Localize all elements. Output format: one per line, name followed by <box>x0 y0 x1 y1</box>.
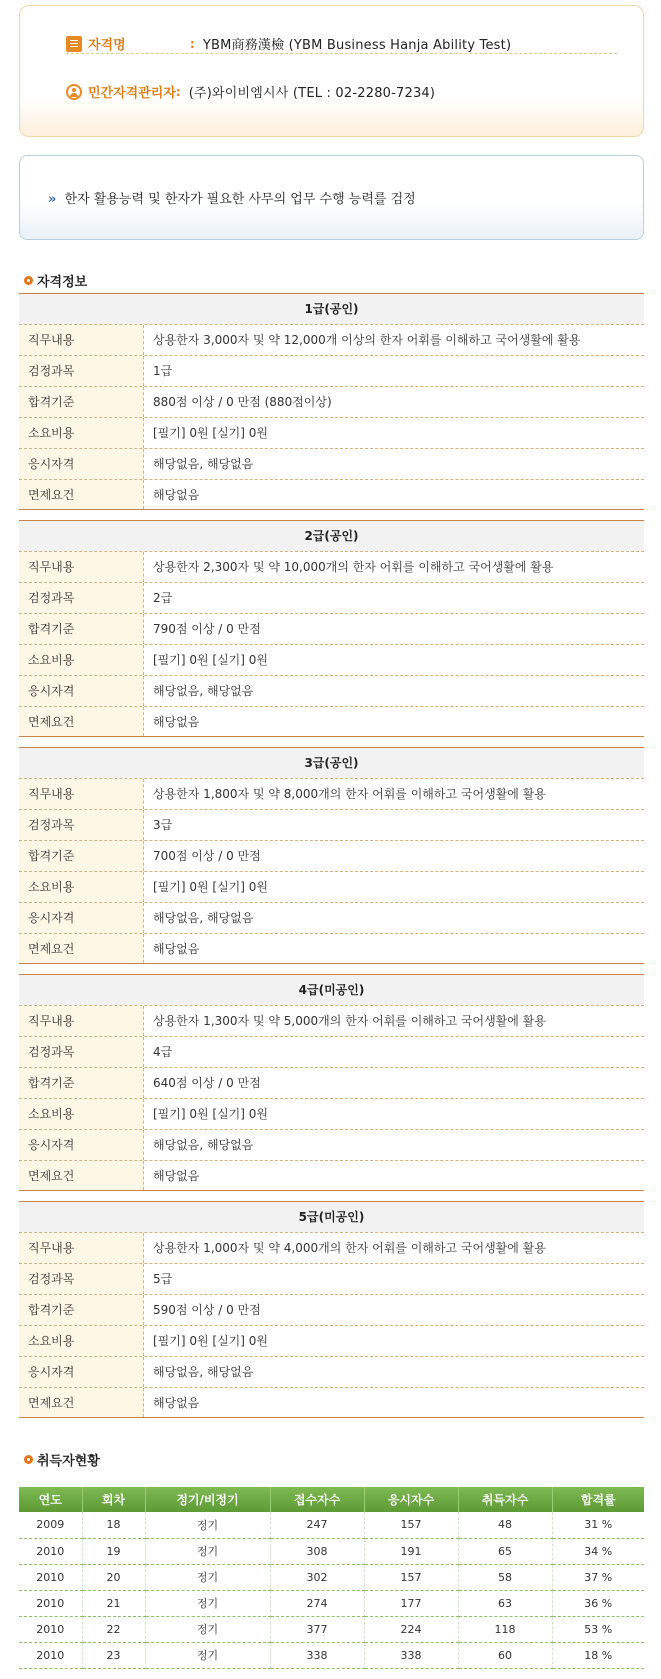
grade-row <box>19 582 644 613</box>
stats-cell: 36 % <box>552 1590 644 1616</box>
stats-cell: 191 <box>364 1538 458 1564</box>
qualification-name-row <box>66 34 511 53</box>
grade-row-label: 검정과목 <box>19 1037 144 1067</box>
grade-row-value: 640점 이상 / 0 만점 <box>153 1076 261 1090</box>
stats-cell: 18 % <box>552 1642 644 1668</box>
stats-cell: 2010 <box>19 1590 82 1616</box>
grade-row-label: 면제요건 <box>19 1388 144 1417</box>
qualification-manager-label: 민간자격관리자 <box>88 86 176 101</box>
colon: : <box>190 36 195 51</box>
stats-cell: 338 <box>364 1642 458 1668</box>
qualification-manager-row <box>66 82 435 101</box>
grade-title: 4급(미공인) <box>19 974 644 1005</box>
stats-cell: 63 <box>458 1590 552 1616</box>
grade-row-label: 합격기준 <box>19 841 144 871</box>
grade-table <box>19 293 644 510</box>
stats-cell: 377 <box>270 1616 364 1642</box>
stats-cell: 정기 <box>145 1538 270 1564</box>
stats-cell: 23 <box>82 1642 145 1668</box>
grade-row <box>19 448 644 479</box>
grade-row <box>19 1067 644 1098</box>
grade-row-value: [필기] 0원 [실기] 0원 <box>153 1107 268 1121</box>
stats-row <box>19 1616 644 1642</box>
grade-row-label: 응시자격 <box>19 1357 144 1387</box>
info-section-title-text: 자격정보 <box>37 275 88 290</box>
grade-row <box>19 1356 644 1387</box>
stats-cell: 302 <box>270 1564 364 1590</box>
stats-cell: 정기 <box>145 1616 270 1642</box>
grade-row-label: 응시자격 <box>19 903 144 933</box>
grade-row-label: 면제요건 <box>19 707 144 736</box>
grade-row-label: 합격기준 <box>19 387 144 417</box>
stats-cell: 2010 <box>19 1538 82 1564</box>
grade-row <box>19 1325 644 1356</box>
grade-row <box>19 355 644 386</box>
document-icon <box>66 36 82 52</box>
grade-row <box>19 1129 644 1160</box>
grade-row-label: 직무내용 <box>19 1006 144 1036</box>
stats-cell: 37 % <box>552 1564 644 1590</box>
grade-row <box>19 1387 644 1418</box>
grade-row <box>19 933 644 964</box>
grade-row-label: 면제요건 <box>19 1161 144 1190</box>
description-text: 한자 활용능력 및 한자가 필요한 사무의 업무 수행 능력를 검정 <box>64 192 416 207</box>
grade-row <box>19 644 644 675</box>
grade-row-value: 상용한자 1,000자 및 약 4,000개의 한자 어휘를 이해하고 국어생활에 활용 <box>153 1241 546 1255</box>
stats-cell: 157 <box>364 1512 458 1538</box>
grade-row-label: 소요비용 <box>19 645 144 675</box>
stats-cell: 31 % <box>552 1512 644 1538</box>
grade-row <box>19 386 644 417</box>
stats-header-cell: 취득자수 <box>458 1487 552 1512</box>
grade-row-value: [필기] 0원 [실기] 0원 <box>153 880 268 894</box>
grade-row <box>19 1232 644 1263</box>
grade-row-value: 3급 <box>153 818 173 832</box>
stats-header-cell: 합격률 <box>552 1487 644 1512</box>
grade-row-label: 검정과목 <box>19 356 144 386</box>
stats-cell: 18 <box>82 1512 145 1538</box>
grade-row-value: 해당없음, 해당없음 <box>153 1138 254 1152</box>
grade-row-value: [필기] 0원 [실기] 0원 <box>153 653 268 667</box>
stats-header-cell: 응시자수 <box>364 1487 458 1512</box>
grade-row-value: 해당없음 <box>153 715 200 729</box>
stats-cell: 22 <box>82 1616 145 1642</box>
stats-cell: 2010 <box>19 1642 82 1668</box>
grade-row <box>19 675 644 706</box>
stats-row <box>19 1538 644 1564</box>
grade-row <box>19 479 644 510</box>
grade-row-value: [필기] 0원 [실기] 0원 <box>153 1334 268 1348</box>
grade-row-value: 880점 이상 / 0 만점 (880점이상) <box>153 395 332 409</box>
grade-row-label: 소요비용 <box>19 1326 144 1356</box>
grade-row-value: 해당없음, 해당없음 <box>153 684 254 698</box>
grade-row-label: 합격기준 <box>19 614 144 644</box>
stats-cell: 58 <box>458 1564 552 1590</box>
stats-cell: 274 <box>270 1590 364 1616</box>
grade-row-label: 소요비용 <box>19 872 144 902</box>
bullet-icon <box>24 276 33 285</box>
grade-row-label: 직무내용 <box>19 552 144 582</box>
grade-row <box>19 902 644 933</box>
grade-row <box>19 1005 644 1036</box>
grade-title: 5급(미공인) <box>19 1201 644 1232</box>
stats-cell: 65 <box>458 1538 552 1564</box>
stats-cell: 20 <box>82 1564 145 1590</box>
bullet-icon <box>24 1455 33 1464</box>
stats-cell: 177 <box>364 1590 458 1616</box>
grade-title: 3급(공인) <box>19 747 644 778</box>
grade-row-label: 검정과목 <box>19 810 144 840</box>
stats-cell: 338 <box>270 1642 364 1668</box>
stats-cell: 2010 <box>19 1564 82 1590</box>
grade-row <box>19 324 644 355</box>
stats-cell: 정기 <box>145 1590 270 1616</box>
qualification-name-value: YBM商務漢檢 (YBM Business Hanja Ability Test) <box>202 38 512 53</box>
grade-row <box>19 613 644 644</box>
stats-cell: 224 <box>364 1616 458 1642</box>
stats-cell: 21 <box>82 1590 145 1616</box>
stats-cell: 34 % <box>552 1538 644 1564</box>
grade-row-value: 상용한자 2,300자 및 약 10,000개의 한자 어휘를 이해하고 국어생활에 활용 <box>153 560 554 574</box>
grade-row-value: 5급 <box>153 1272 173 1286</box>
grade-table <box>19 747 644 964</box>
grade-row <box>19 809 644 840</box>
stats-row <box>19 1512 644 1538</box>
grade-row <box>19 1098 644 1129</box>
grade-row-label: 직무내용 <box>19 779 144 809</box>
dotted-divider <box>66 53 617 54</box>
stats-table <box>19 1487 644 1669</box>
stats-cell: 157 <box>364 1564 458 1590</box>
stats-cell: 60 <box>458 1642 552 1668</box>
stats-cell: 정기 <box>145 1512 270 1538</box>
grade-row-label: 응시자격 <box>19 676 144 706</box>
grade-row <box>19 706 644 737</box>
stats-section-title <box>24 1450 100 1469</box>
stats-cell: 2010 <box>19 1616 82 1642</box>
stats-cell: 308 <box>270 1538 364 1564</box>
grade-row <box>19 417 644 448</box>
grade-row-value: 해당없음 <box>153 942 200 956</box>
grade-row-value: 4급 <box>153 1045 173 1059</box>
grade-row <box>19 1160 644 1191</box>
stats-cell: 2009 <box>19 1512 82 1538</box>
grade-table <box>19 520 644 737</box>
qualification-name-label: 자격명 <box>88 38 126 53</box>
colon: : <box>175 84 181 99</box>
info-section-title <box>24 271 87 290</box>
grade-row <box>19 840 644 871</box>
qualification-manager-value: (주)와이비엠시사 (TEL : 02-2280-7234) <box>188 86 436 101</box>
grade-row-label: 검정과목 <box>19 1264 144 1294</box>
grade-row <box>19 1036 644 1067</box>
grade-row-value: 2급 <box>153 591 173 605</box>
grade-row <box>19 551 644 582</box>
person-icon <box>66 84 82 100</box>
stats-row <box>19 1642 644 1668</box>
grade-row-value: 해당없음, 해당없음 <box>153 1365 254 1379</box>
grade-row-label: 소요비용 <box>19 1099 144 1129</box>
grade-row-label: 직무내용 <box>19 325 144 355</box>
qualification-info-card <box>19 5 644 137</box>
grade-row-label: 응시자격 <box>19 449 144 479</box>
stats-cell: 118 <box>458 1616 552 1642</box>
grade-row-value: 590점 이상 / 0 만점 <box>153 1303 261 1317</box>
description-card <box>19 155 644 240</box>
grade-row-value: 1급 <box>153 364 173 378</box>
grade-table <box>19 974 644 1191</box>
grade-row-label: 합격기준 <box>19 1295 144 1325</box>
grade-row-value: 상용한자 1,300자 및 약 5,000개의 한자 어휘를 이해하고 국어생활에 활용 <box>153 1014 546 1028</box>
grade-row <box>19 778 644 809</box>
stats-cell: 247 <box>270 1512 364 1538</box>
grade-row-value: 상용한자 3,000자 및 약 12,000개 이상의 한자 어휘를 이해하고 국어생활에 활용 <box>153 333 581 347</box>
stats-row <box>19 1564 644 1590</box>
grade-row <box>19 1294 644 1325</box>
grade-row-value: [필기] 0원 [실기] 0원 <box>153 426 268 440</box>
grade-row-label: 검정과목 <box>19 583 144 613</box>
stats-header-cell: 연도 <box>19 1487 82 1512</box>
grade-table <box>19 1201 644 1418</box>
grade-row-value: 700점 이상 / 0 만점 <box>153 849 261 863</box>
stats-row <box>19 1590 644 1616</box>
grade-title: 1급(공인) <box>19 293 644 324</box>
stats-cell: 48 <box>458 1512 552 1538</box>
stats-section-title-text: 취득자현황 <box>37 1454 100 1469</box>
stats-cell: 53 % <box>552 1616 644 1642</box>
stats-cell: 정기 <box>145 1642 270 1668</box>
stats-header-cell: 정기/비정기 <box>145 1487 270 1512</box>
stats-cell: 정기 <box>145 1564 270 1590</box>
description <box>48 188 416 207</box>
grade-row-label: 면제요건 <box>19 480 144 509</box>
grade-row-label: 합격기준 <box>19 1068 144 1098</box>
raquo-icon: » <box>48 192 57 207</box>
grade-title: 2급(공인) <box>19 520 644 551</box>
grade-row-label: 직무내용 <box>19 1233 144 1263</box>
stats-header-row <box>19 1487 644 1512</box>
grade-row <box>19 871 644 902</box>
stats-cell: 19 <box>82 1538 145 1564</box>
stats-header-cell: 회차 <box>82 1487 145 1512</box>
grade-row-label: 소요비용 <box>19 418 144 448</box>
grade-row-label: 응시자격 <box>19 1130 144 1160</box>
grade-row-value: 상용한자 1,800자 및 약 8,000개의 한자 어휘를 이해하고 국어생활에 활용 <box>153 787 546 801</box>
grade-row <box>19 1263 644 1294</box>
stats-header-cell: 접수자수 <box>270 1487 364 1512</box>
grade-row-value: 790점 이상 / 0 만점 <box>153 622 261 636</box>
grade-row-value: 해당없음, 해당없음 <box>153 911 254 925</box>
grade-row-value: 해당없음 <box>153 488 200 502</box>
grade-row-value: 해당없음, 해당없음 <box>153 457 254 471</box>
grade-row-label: 면제요건 <box>19 934 144 963</box>
grade-row-value: 해당없음 <box>153 1396 200 1410</box>
grade-row-value: 해당없음 <box>153 1169 200 1183</box>
